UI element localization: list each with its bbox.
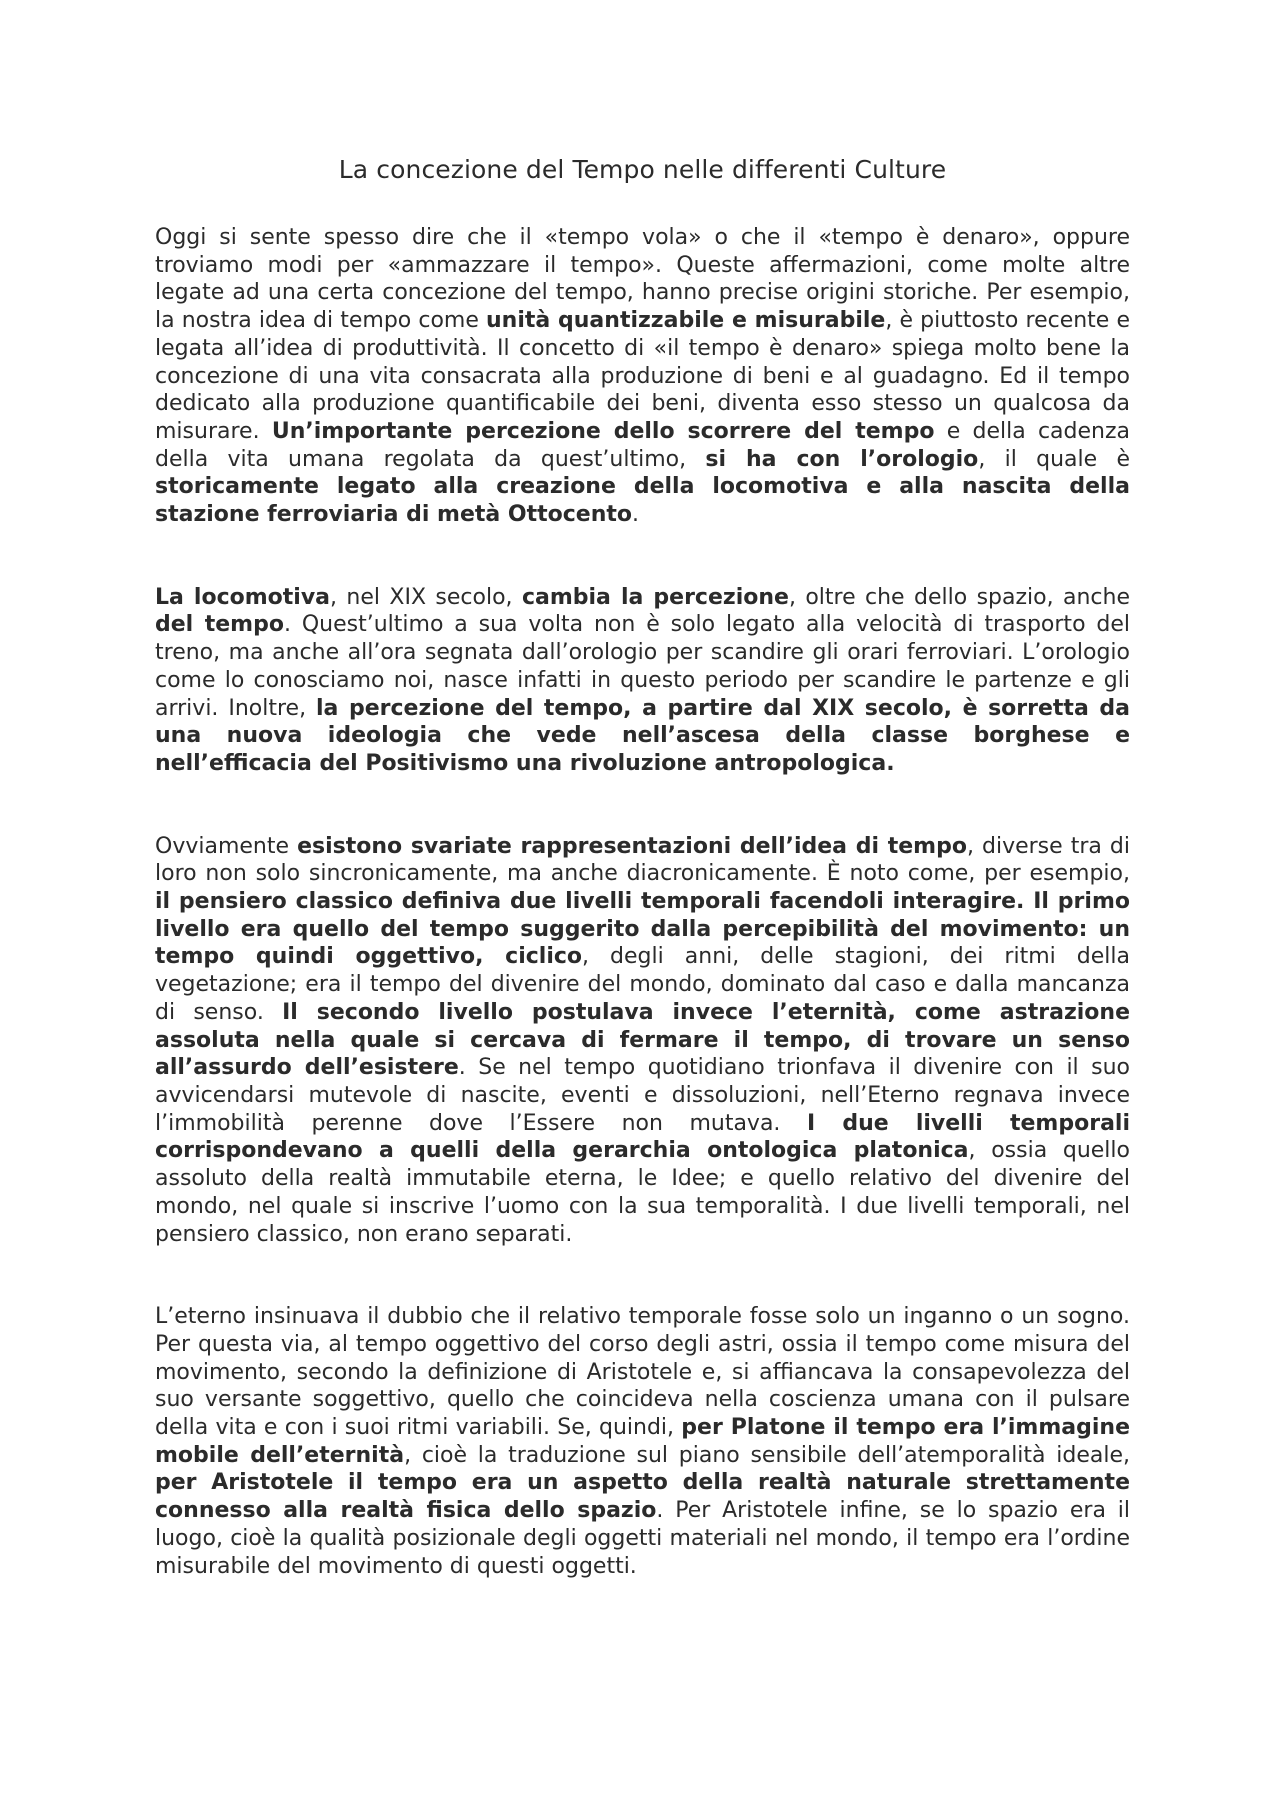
text-run: Ovviamente [155, 833, 298, 859]
paragraph-3 [155, 833, 1130, 1249]
document-page [155, 150, 1130, 1635]
text-run: Oggi si sente spesso dire che il «tempo vola» o che il «tempo è denaro», oppure troviamo modi per «ammazzare il tempo». Queste affermazioni, come molte altre legate ad una certa concezione del tempo, hanno precise origini storiche. Per esempio, la nostra idea di tempo come [155, 225, 1130, 334]
text-run: , ossia quello assoluto della realtà immutabile eterna, le Idee; e quello relativo del divenire del mondo, nel quale si inscrive l’uomo con la sua temporalità. I due livelli temporali, nel pensiero classico, non erano separati. [155, 1138, 1130, 1247]
text-run: e della cadenza della vita umana regolata da quest’ultimo, [155, 418, 1130, 472]
bold-text-run: La locomotiva [155, 584, 331, 610]
bold-text-run: Un’importante percezione dello scorrere del tempo [271, 418, 935, 444]
text-run: . Quest’ultimo a sua volta non è solo legato alla velocità di trasporto del treno, ma anche all’ora segnata dall’orologio per scandire gli orari ferroviari. L’orologio come lo conosciamo noi, nasce infatti in questo periodo per scandire le partenze e gli arrivi. Inoltre, [155, 612, 1131, 721]
paragraph-1 [155, 224, 1130, 529]
document-title: La concezione del Tempo nelle differenti Culture [338, 155, 947, 184]
bold-text-run: del tempo [155, 612, 284, 638]
bold-text-run: il pensiero classico definiva due livelli temporali facendoli interagire. Il primo livello era quello del tempo suggerito dalla percepibilità del movimento: un tempo quindi oggettivo, ciclico [155, 889, 1130, 970]
text-run: , oltre che dello spazio, anche [788, 584, 1130, 610]
paragraph-4 [155, 1303, 1130, 1580]
bold-text-run: si ha con l’orologio [705, 446, 979, 472]
text-run: , cioè la traduzione sul piano sensibile dell’atemporalità ideale, [404, 1442, 1131, 1468]
bold-text-run: cambia la percezione [521, 584, 789, 610]
text-run: . Se nel tempo quotidiano trionfava il divenire con il suo avvicendarsi mutevole di nascite, eventi e dissoluzioni, nell’Eterno regnava invece l’immobilità perenne dove l’Essere non mutava. [155, 1055, 1130, 1136]
text-run: , diverse tra di loro non solo sincronicamente, ma anche diacronicamente. È noto come, per esempio, [155, 833, 1130, 887]
text-run: , degli anni, delle stagioni, dei ritmi della vegetazione; era il tempo del divenire del mondo, dominato dal caso e dalla mancanza di senso. [155, 944, 1130, 1025]
text-run: , il quale è [978, 446, 1131, 472]
bold-text-run: la percezione del tempo, a partire dal XIX secolo, è sorretta da una nuova ideologia che vede nell’ascesa della classe borghese e nell’efficacia del Positivismo una rivoluzione antropologica. [155, 695, 1130, 776]
bold-text-run: storicamente legato alla creazione della locomotiva e alla nascita della stazione ferroviaria di metà Ottocento [155, 474, 1130, 528]
bold-text-run: per Platone il tempo era l’immagine mobile dell’eternità [155, 1415, 1130, 1468]
text-run: . Per Aristotele infine, se lo spazio era il luogo, cioè la qualità posizionale degli oggetti materiali nel mondo, il tempo era l’ordine misurabile del movimento di questi oggetti. [155, 1498, 1130, 1579]
bold-text-run: I due livelli temporali corrispondevano a quelli della gerarchia ontologica platonica [155, 1110, 1130, 1164]
bold-text-run: Il secondo livello postulava invece l’eternità, come astrazione assoluta nella quale si cercava di fermare il tempo, di trovare un senso all’assurdo dell’esistere [155, 999, 1130, 1081]
text-run: , è piuttosto recente e legata all’idea di produttività. Il concetto di «il tempo è denaro» spiega molto bene la concezione di una vita consacrata alla produzione di beni e al guadagno. Ed il tempo dedicato alla produzione quantificabile dei beni, diventa esso stesso un qualcosa da misurare. [155, 308, 1130, 444]
paragraph-2 [155, 584, 1130, 778]
text-run: L’eterno insinuava il dubbio che il relativo temporale fosse solo un inganno o un sogno. Per questa via, al tempo oggettivo del corso degli astri, ossia il tempo come misura del movimento, secondo la definizione di Aristotele e, si affiancava la consapevolezza del suo versante soggettivo, quello che coincideva nella coscienza umana con il pulsare della vita e con i suoi ritmi variabili. Se, quindi, [155, 1304, 1130, 1441]
text-run: . [632, 502, 640, 528]
text-run: , nel XIX secolo, [330, 584, 522, 610]
bold-text-run: esistono svariate rappresentazioni dell’idea di tempo [297, 833, 967, 859]
bold-text-run: unità quantizzabile e misurabile [486, 308, 886, 334]
bold-text-run: per Aristotele il tempo era un aspetto della realtà naturale strettamente connesso alla realtà fisica dello spazio [155, 1470, 1130, 1524]
